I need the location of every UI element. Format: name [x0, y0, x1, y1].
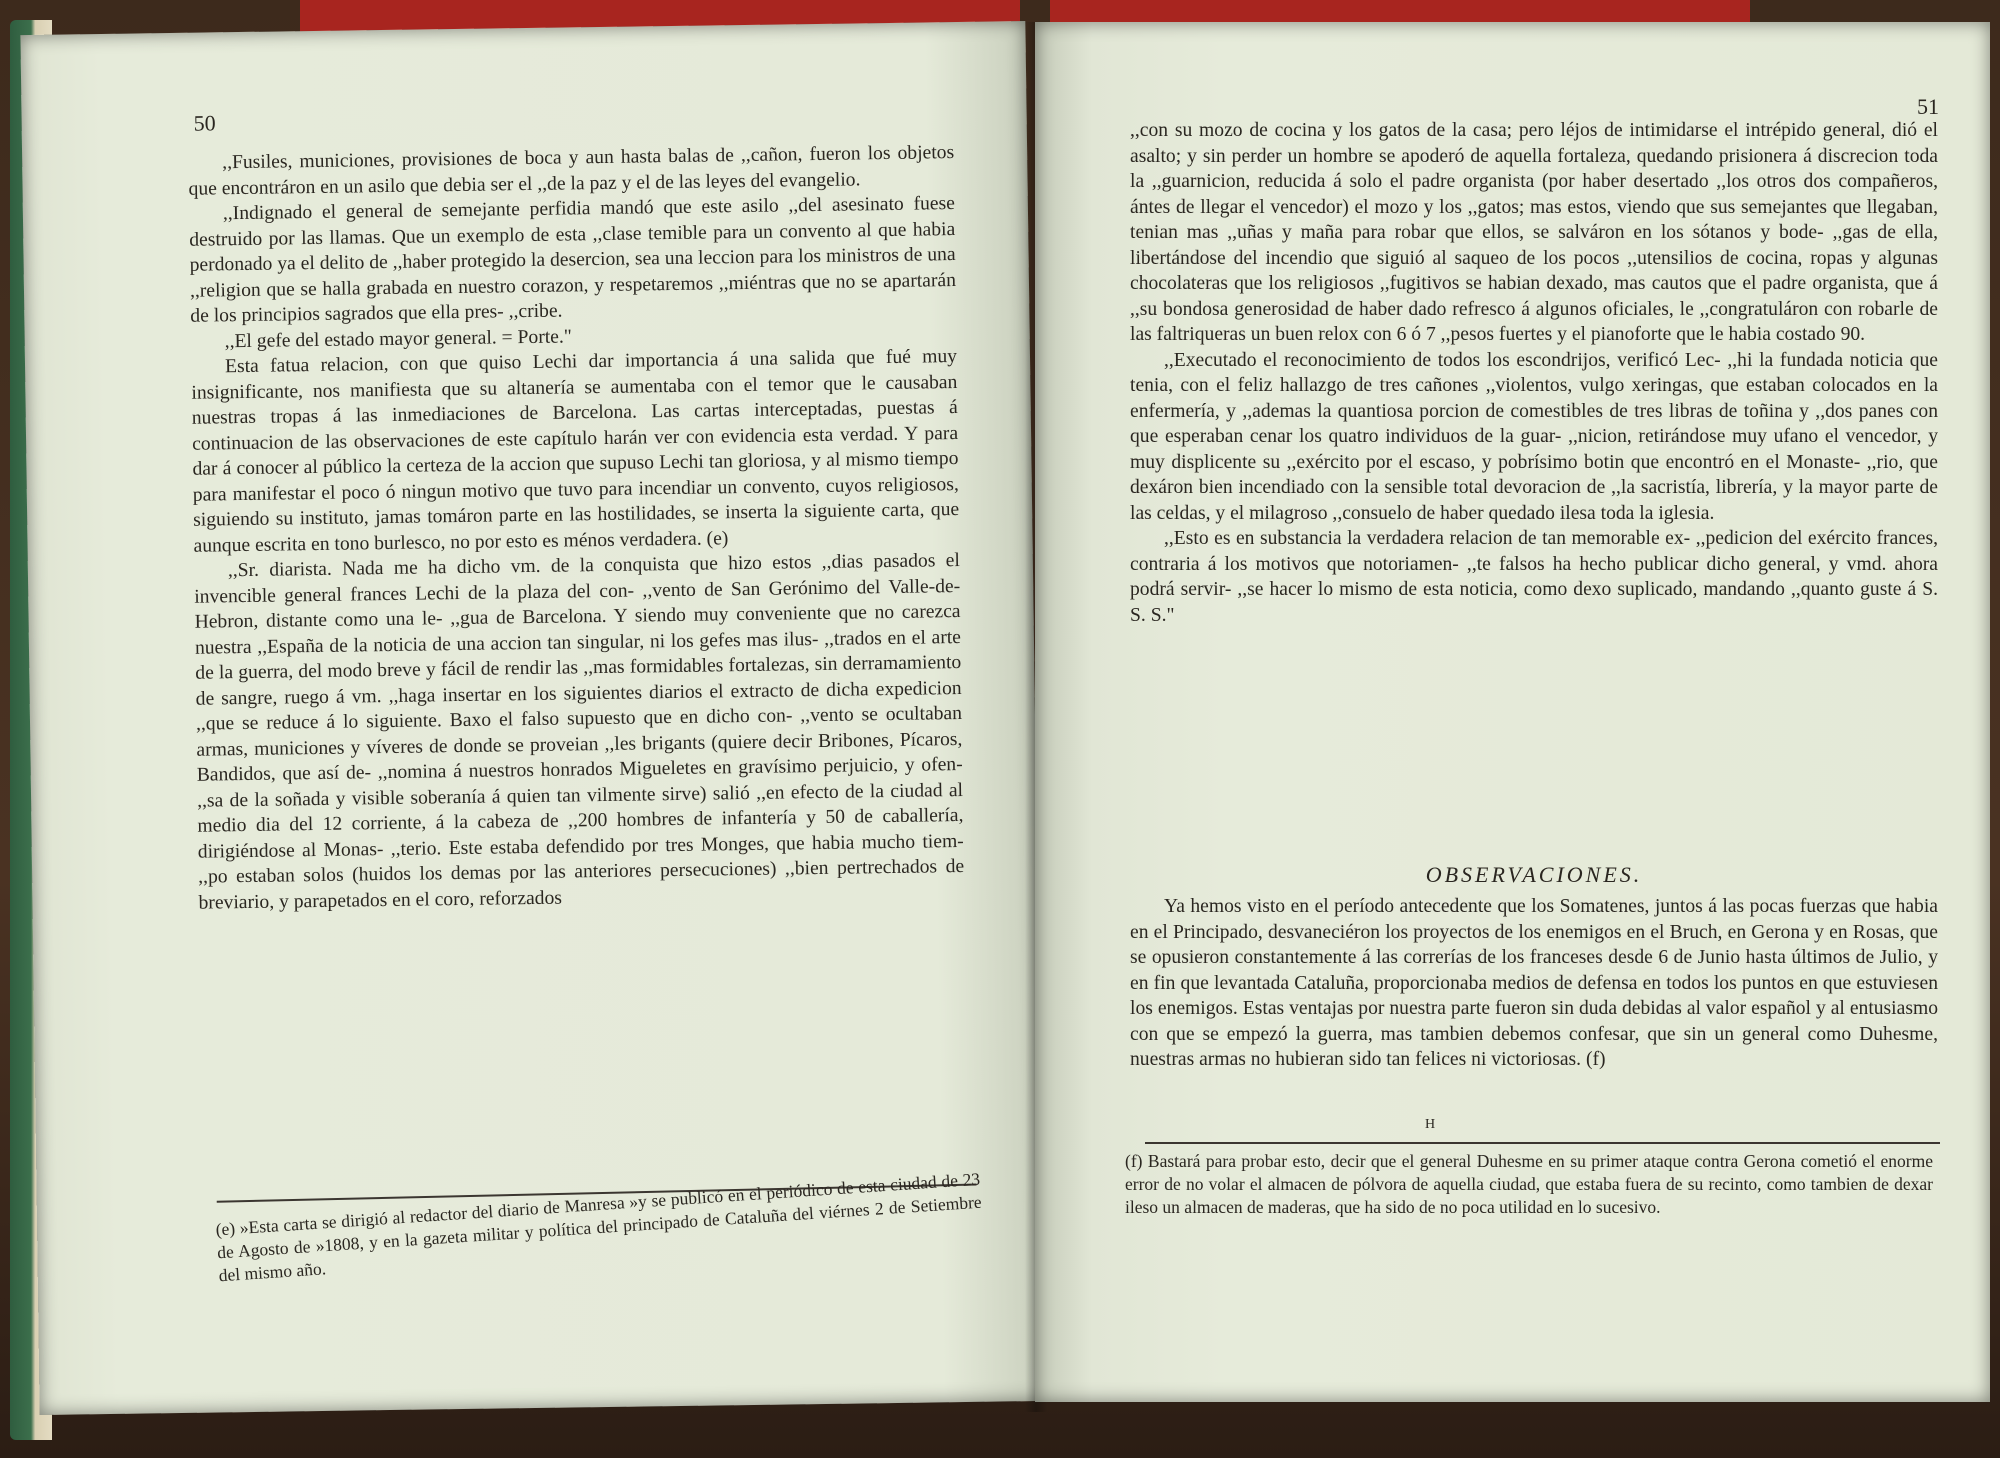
paragraph: ,,con su mozo de cocina y los gatos de la casa; pero léjos de intimidarse el intrépido general, dió el asalto; y sin perder un hombre se apoderó de aquella fortaleza, quedando prisionera á discrecion toda la ,,guarnicion, reducida á solo el padre organista (por haber desertado ,,los otros dos compañeros, ántes de llegar el vencedor) el mozo y los ,,gatos; mas estos, viendo que sus semejantes que llegaban, tenian mas ,,uñas y maña para robar que ellos, se salváron en los sótanos y bode- ,,gas de ella, libertándose del incendio que siguió al saqueo de los pocos ,,utensilios de cocina, ropas y algunas chocolateras que los religiosos ,,fugitivos se habian dexado, mas cautos que el padre organista, que á ,,su bondosa generosidad de haber dado refresco á algunos oficiales, le ,,congratuláron con robarle de las faltriqueras un buen relox con 6 ó 7 ,,pesos fuertes y el pianoforte que le habia costado 90. [1130, 120, 1938, 345]
footnote [215, 1168, 984, 1288]
observaciones-body [1130, 894, 1938, 1073]
paragraph: ,,Esto es en substancia la verdadera relacion de tan memorable ex- ,,pedicion del exército frances, contraria á los motivos que notoriamen- ,,te falsos ha hecho publicar dicho general, y vmd. ahora podrá servir- ,,se hacer lo mismo de esta noticia, como dexo suplicado, mandando ,,quanto guste á S. S. S." [1130, 528, 1938, 626]
footnote-text: (f) Bastará para probar esto, decir que el general Duhesme en su primer ataque contra Gerona cometió el enorme error de no volar el almacen de pólvora de aquella ciudad, que estaba fuera de su recinto, como tambien de dexar ileso un almacen de maderas, que ha sido de no poca utilidad en lo sucesivo. [1125, 1151, 1933, 1217]
signature-mark: H [1425, 1117, 1436, 1132]
paragraph: ,,Executado el reconocimiento de todos los escondrijos, verificó Lec- ,,hi la fundada noticia que tenia, con el feliz hallazgo de tres cañones ,,violentos, vulgo xeringas, que estaban colocados en la enfermería, y ,,ademas la quantiosa porcion de comestibles de tres libras de toñina y ,,dos panes con que esperaban cenar los quatro individuos de la guar- ,,nicion, retirándose muy ufano el vencedor, y muy displicente su ,,exército por el escaso, y pobrísimo botin que encontró en el Monaste- ,,rio, que dexáron bien incendiado con la sensible total devoracion de ,,la sacristía, librería, y la mayor parte de las celdas, y el milagroso ,,consuelo de haber quedado ilesa toda la iglesia. [1130, 349, 1938, 524]
page-number: 50 [193, 110, 216, 136]
left-page [20, 21, 1044, 1415]
right-page-body [1130, 118, 1938, 628]
paragraph: ,,Sr. diarista. Nada me ha dicho vm. de la conquista que hizo estos ,,dias pasados el invencible general frances Lechi de la plaza del con- ,,vento de San Gerónimo del Valle-de-Hebron, distante como una le- ,,gua de Barcelona. Y siendo muy conveniente que no carezca nuestra ,,España de la noticia de una accion tan singular, ni los gefes mas ilus- ,,trados en el arte de la guerra, del modo breve y fácil de rendir las ,,mas formidables fortalezas, sin derramamiento de sangre, ruego á vm. ,,haga insertar en los siguientes diarios el extracto de dicha expedicion ,,que se reduce á lo siguiente. Baxo el falso supuesto que en dicho con- ,,vento se ocultaban armas, municiones y víveres de donde se proveian ,,les brigants (quiere decir Bribones, Pícaros, Bandidos, que así de- ,,nomina á nuestros honrados Migueletes en gravísimo perjuicio, y ofen- ,,sa de la soñada y visible soberanía á quien tan vilmente sirve) salió ,,en efecto de la ciudad al medio dia del 12 corriente, á la cabeza de ,,200 hombres de infantería y 50 de caballería, dirigiéndose al Monas- ,,terio. Este estaba defendido por tres Monges, que habia mucho tiem- ,,po estaban solos (huidos los demas por las anteriores persecuciones) ,,bien pertrechados de breviario, y parapetados en el coro, reforzados [194, 550, 965, 914]
paragraph: ,,Indignado el general de semejante perfidia mandó que este asilo ,,del asesinato fuese destruido por las llamas. Que un exemplo de esta ,,clase temible para un convento al que habia perdonado ya el delito de ,,haber protegido la desercion, sea una leccion para los ministros de una ,,religion que se halla grabada en nuestro corazon, y respetaremos ,,miéntras que no se apartarán de los principios sagrados que ella pres- ,,cribe. [189, 193, 957, 327]
footnote [1125, 1150, 1933, 1219]
paragraph: Esta fatua relacion, con que quiso Lechi dar importancia á una salida que fué muy insignificante, nos manifiesta que su altanería se aumentaba con el temor que le causaban nuestras tropas á las inmediaciones de Barcelona. Las cartas interceptadas, puestas á continuacion de las observaciones de este capítulo harán ver con evidencia esta verdad. Y para dar á conocer al público la certeza de la accion que supuso Lechi tan gloriosa, y al mismo tiempo para manifestar el poco ó ningun motivo que tuvo para incendiar un convento, cuyos religiosos, siguiendo su instituto, jamas tomáron parte en las hostilidades, se inserta la siguiente carta, que aunque escrita en tono burlesco, no por esto es ménos verdadera. (e) [191, 346, 960, 557]
paragraph: ,,El gefe del estado mayor general. = Porte." [224, 325, 572, 352]
page-number: 51 [1917, 94, 1939, 119]
footnote-rule [1145, 1142, 1940, 1144]
right-page [1035, 22, 1990, 1402]
footnote-text: (e) »Esta carta se dirigió al redactor del diario de Manresa »y se publicó en el periódico de esta ciudad de 23 de Agosto de »1808, y en la gazeta militar y política del principado de Cataluña del viérnes 2 de Setiembre del mismo año. [215, 1168, 983, 1286]
paragraph: ,,Fusiles, municiones, provisiones de boca y aun hasta balas de ,,cañon, fueron los objetos que encontráron en un asilo que debia ser el ,,de la paz y el de las leyes del evangelio. [188, 142, 955, 200]
section-heading: OBSERVACIONES. [1425, 862, 1643, 887]
paragraph: Ya hemos visto en el período antecedente que los Somatenes, juntos á las pocas fuerzas que habia en el Principado, desvaneciéron los proyectos de los enemigos en el Bruch, en Gerona y en Rosas, que se opusieron constantemente á las correrías de los franceses desde 6 de Junio hasta últimos de Julio, y en fin que levantada Cataluña, proporcionaba medios de defensa en todos los puntos en que estuviesen los enemigos. Estas ventajas por nuestra parte fueron sin duda debidas al valor español y al entusiasmo con que se empezó la guerra, mas tambien debemos confesar, que sin un general como Duhesme, nuestras armas no hubieran sido tan felices ni victoriosas. (f) [1130, 896, 1938, 1070]
left-page-body [188, 140, 965, 916]
